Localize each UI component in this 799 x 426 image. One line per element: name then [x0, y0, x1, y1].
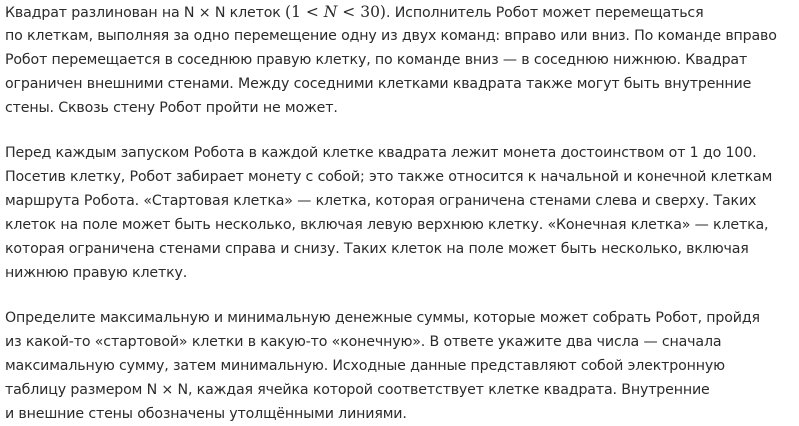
- text-segment: . Исполнитель Робот может перемещаться: [385, 5, 704, 21]
- math-inequality: [285, 3, 386, 21]
- math-close: 30): [360, 3, 386, 21]
- text-line: Перед каждым запуском Робота в каждой клетке квадрата лежит монета достоинством от 1 до 100.: [5, 145, 757, 161]
- text-line: по клеткам, выполняя за одно перемещение одну из двух команд: вправо или вниз. По команде вправо: [5, 28, 777, 44]
- text-line: из какой-то «стартовой» клетки в какую-то «конечную». В ответе укажите два числа — сначала: [5, 334, 722, 350]
- text-line: Робот перемещается в соседнюю правую клетку, по команде вниз — в соседнюю нижнюю. Квадрат: [5, 52, 748, 68]
- text-line: которая ограничена стенами справа и снизу. Таких клеток на поле может быть несколько, включая: [5, 241, 749, 257]
- text-line: и внешние стены обозначены утолщёнными линиями.: [5, 406, 407, 422]
- text-line: максимальную сумму, затем минимальную. Исходные данные представляют собой электронную: [5, 358, 725, 374]
- paragraph-task-question: [5, 306, 795, 426]
- text-line: Определите максимальную и минимальную денежные суммы, которые может собрать Робот, пройдя: [5, 310, 760, 326]
- math-open: (1: [285, 3, 306, 21]
- math-variable-n: N: [318, 3, 343, 21]
- task-text: [5, 0, 795, 426]
- math-less-than: <: [305, 3, 319, 21]
- text-line: клеток на поле может быть несколько, включая левую верхнюю клетку. «Конечная клетка» — клетка,: [5, 217, 769, 233]
- text-line: маршрута Робота. «Стартовая клетка» — клетка, которая ограничена стенами слева и сверху. Таких: [5, 193, 757, 209]
- paragraph-field-description: [5, 0, 795, 120]
- paragraph-spacer: [5, 120, 795, 141]
- text-line: ограничен внешними стенами. Между соседними клетками квадрата также могут быть внутренние: [5, 76, 752, 92]
- paragraph-coins-rules: [5, 141, 795, 285]
- text-line: нижнюю правую клетку.: [5, 265, 188, 281]
- text-line: [5, 0, 795, 24]
- math-less-than: <: [342, 3, 361, 21]
- paragraph-spacer: [5, 285, 795, 306]
- text-line: Посетив клетку, Робот забирает монету с собой; это также относится к начальной и конечной клеткам: [5, 169, 773, 185]
- text-segment: Квадрат разлинован на N × N клеток: [5, 5, 286, 21]
- text-line: стены. Сквозь стену Робот пройти не может.: [5, 100, 338, 116]
- text-line: таблицу размером N × N, каждая ячейка которой соответствует клетке квадрата. Внутренние: [5, 382, 710, 398]
